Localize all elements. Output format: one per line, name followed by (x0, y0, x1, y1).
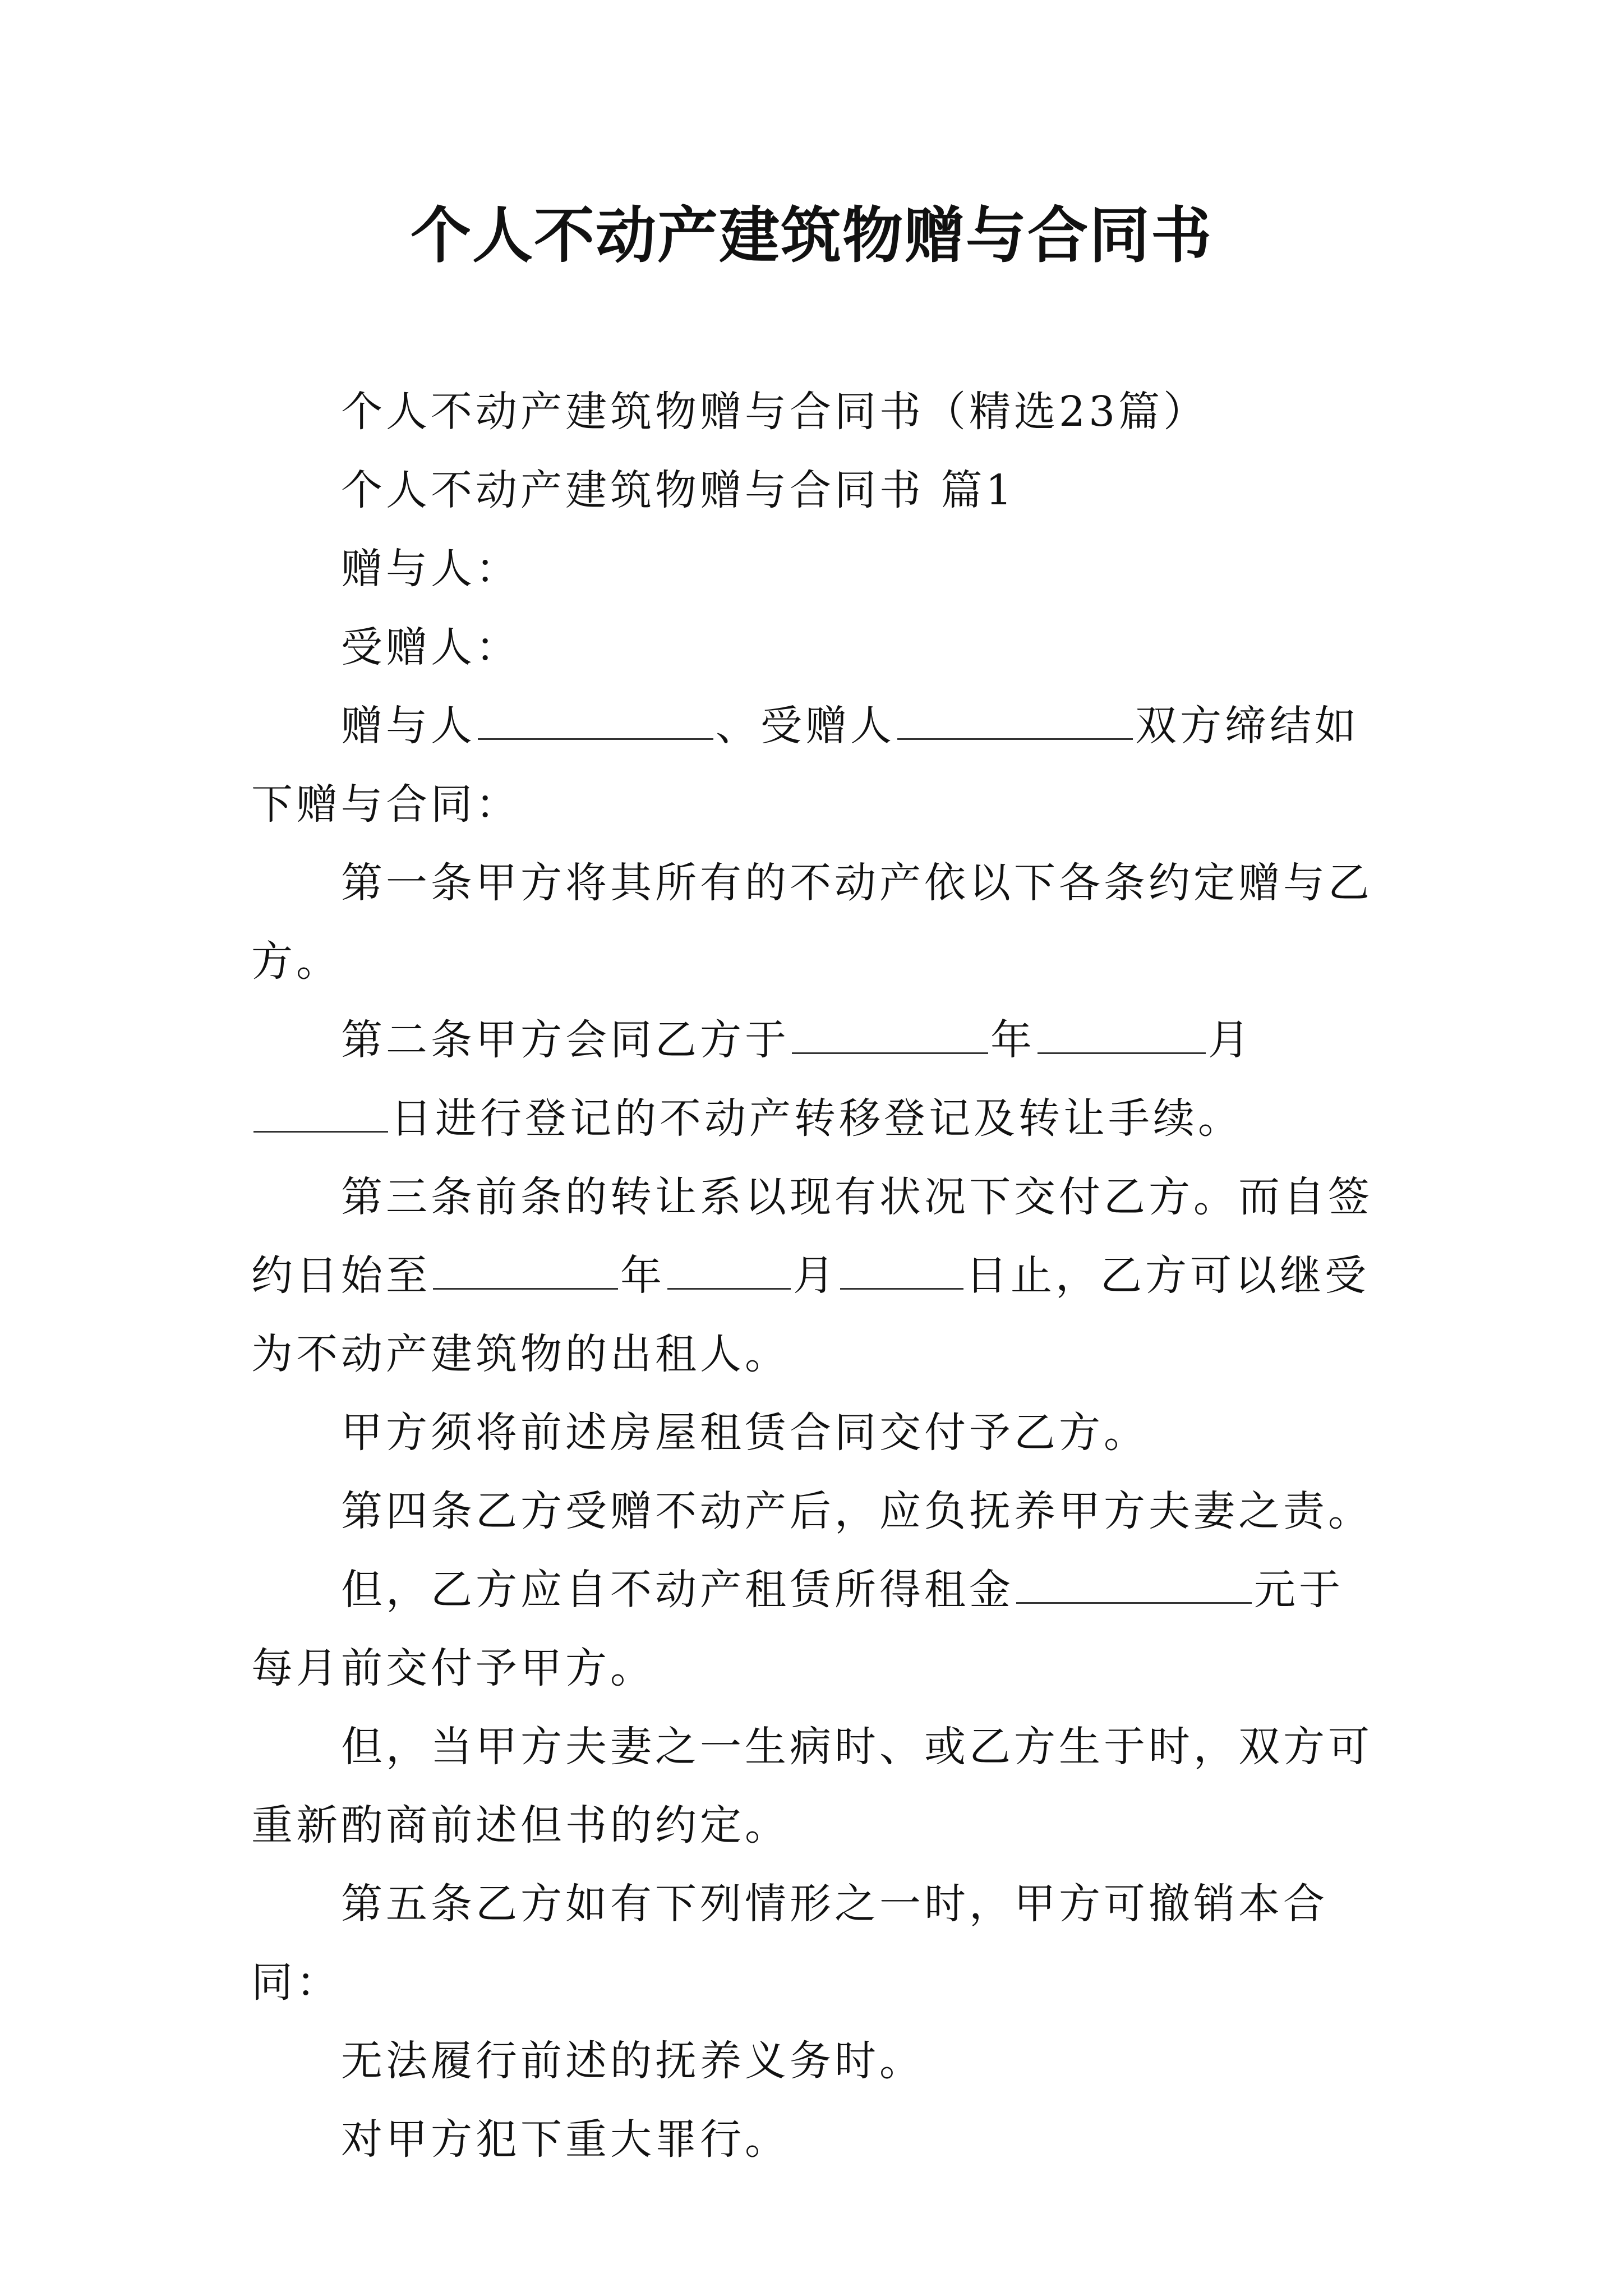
paragraph-parties (251, 687, 1380, 844)
paragraph-article-5: 第五条乙方如有下列情形之一时，甲方可撤销本合同： (251, 1880, 1328, 2007)
paragraph-donor: 赠与人： (341, 545, 520, 593)
paragraph-rent-proviso (251, 1550, 1380, 1708)
paragraph-section-heading: 个人不动产建筑物赠与合同书 篇1 (341, 466, 1016, 514)
article-3-text-d: 日止，乙方可以继受为不动产建筑物的出租人。 (251, 1251, 1370, 1378)
paragraph-donee: 受赠人： (341, 623, 520, 671)
fill-blank-amount (1016, 1561, 1252, 1604)
paragraph-article-3 (251, 1158, 1380, 1393)
paragraph-subtitle: 个人不动产建筑物赠与合同书（精选23篇） (341, 388, 1209, 436)
rent-text-b: 元于每月前交付予甲方。 (251, 1566, 1344, 1692)
fill-blank-month (1038, 1011, 1206, 1054)
paragraph-condition-2: 对甲方犯下重大罪行。 (341, 2115, 790, 2164)
article-2-text-d: 日进行登记的不动产转移登记及转让手续。 (390, 1094, 1243, 1143)
article-3-text-year: 年 (620, 1251, 665, 1300)
document-title: 个人不动产建筑物赠与合同书 (410, 200, 1212, 271)
article-2-text-year: 年 (990, 1016, 1035, 1064)
parties-text-donee: 、受赠人 (716, 702, 895, 750)
fill-blank-day-2 (840, 1246, 963, 1290)
article-3-text-month: 月 (793, 1251, 838, 1300)
fill-blank-donee (897, 697, 1133, 740)
fill-blank-year-2 (433, 1246, 618, 1290)
paragraph-article-1: 第一条甲方将其所有的不动产依以下各条约定赠与乙方。 (251, 859, 1373, 986)
document-body (251, 372, 1380, 2179)
parties-text-agreement: 双方缔结如下赠与合同： (251, 702, 1359, 829)
paragraph-condition-1: 无法履行前述的抚养义务时。 (341, 2037, 924, 2085)
article-3-text-a: 第三条前条的转让系以现有状况下交付乙方。而自签约日始至 (251, 1173, 1373, 1300)
paragraph-renegotiation: 但，当甲方夫妻之一生病时、或乙方生于时，双方可重新酌商前述但书的约定。 (251, 1723, 1373, 1849)
rent-text-a: 但，乙方应自不动产租赁所得租金 (341, 1566, 1014, 1614)
fill-blank-year (792, 1011, 988, 1054)
paragraph-article-4: 第四条乙方受赠不动产后，应负抚养甲方夫妻之责。 (341, 1487, 1373, 1535)
fill-blank-donor (478, 697, 713, 740)
article-2-text-a: 第二条甲方会同乙方于 (341, 1016, 790, 1064)
paragraph-lease-transfer: 甲方须将前述房屋租赁合同交付予乙方。 (341, 1409, 1149, 1457)
article-2-text-month: 月 (1208, 1016, 1253, 1064)
parties-text-donor: 赠与人 (341, 702, 476, 750)
fill-blank-month-2 (667, 1246, 791, 1290)
paragraph-article-2 (251, 1001, 1380, 1158)
fill-blank-day (253, 1089, 388, 1133)
